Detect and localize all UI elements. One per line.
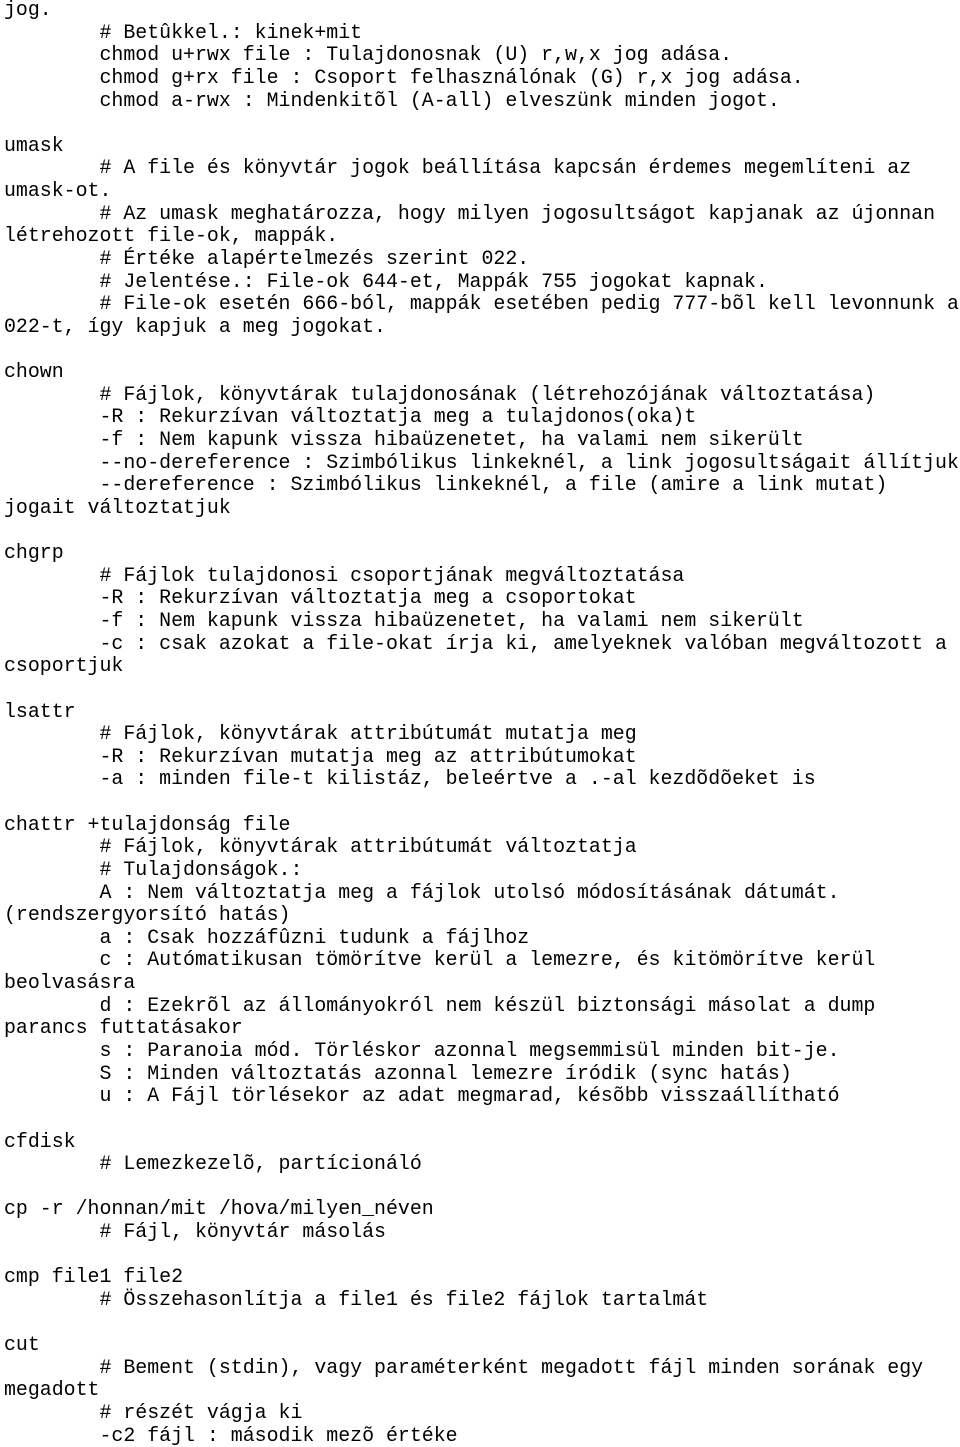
document-line: --dereference : Szimbólikus linkeknél, a file (amire a link mutat) [4,473,888,497]
document-line: # Lemezkezelõ, partícionáló [4,1152,422,1176]
document-line: (rendszergyorsító hatás) [4,903,291,927]
document-line: s : Paranoia mód. Törléskor azonnal megsemmisül minden bit-je. [4,1038,840,1062]
document-line: --no-dereference : Szimbólikus linkeknél, a link jogosultságait állítjuk [4,450,959,474]
document-line: # Fájlok tulajdonosi csoportjának megváltoztatása [4,563,685,587]
document-line: cp -r /honnan/mit /hova/milyen_néven [4,1197,434,1221]
document-line: parancs futtatásakor [4,1016,243,1040]
document-line: # Betûkkel.: kinek+mit [4,20,363,44]
document-line: beolvasásra [4,971,136,995]
document-line: cmp file1 file2 [4,1265,184,1289]
document-line: # Fájlok, könyvtárak tulajdonosának (létrehozójának változtatása) [4,382,876,406]
document-line: S : Minden változtatás azonnal lemezre íródik (sync hatás) [4,1061,792,1085]
document-line: 022-t, így kapjuk a meg jogokat. [4,314,386,338]
document-line: -c : csak azokat a file-okat írja ki, amelyeknek valóban megváltozott a [4,631,947,655]
document-line: # részét vágja ki [4,1401,303,1425]
document-line: -a : minden file-t kilistáz, beleértve a .-al kezdõdõeket is [4,767,816,791]
document-line: csoportjuk [4,654,124,678]
document-line: chown [4,360,64,384]
document-line: lsattr [4,699,76,723]
document-line: chattr +tulajdonság file [4,812,291,836]
document-line: # Tulajdonságok.: [4,857,303,881]
document-line: cfdisk [4,1129,76,1153]
document-line: chmod a-rwx : Mindenkitõl (A-all) elveszünk minden jogot. [4,88,780,112]
document-line: chgrp [4,541,64,565]
document-line: chmod u+rwx file : Tulajdonosnak (U) r,w,x jog adása. [4,43,733,67]
document-line: megadott [4,1378,100,1402]
document-line: -R : Rekurzívan mutatja meg az attribútumokat [4,744,637,768]
document-line: u : A Fájl törlésekor az adat megmarad, késõbb visszaállítható [4,1084,840,1108]
document-line: # Fájl, könyvtár másolás [4,1220,386,1244]
document-line: -R : Rekurzívan változtatja meg a csoportokat [4,586,637,610]
document-line: umask-ot. [4,179,112,203]
document-line: # Fájlok, könyvtárak attribútumát változtatja [4,835,637,859]
document-line: A : Nem változtatja meg a fájlok utolsó módosításának dátumát. [4,880,840,904]
document-line: # Az umask meghatározza, hogy milyen jogosultságot kapjanak az újonnan [4,201,936,225]
document-line: # File-ok esetén 666-ból, mappák esetében pedig 777-bõl kell levonnunk a [4,292,959,316]
document-line: jogait változtatjuk [4,495,231,519]
document-line: -f : Nem kapunk vissza hibaüzenetet, ha valami nem sikerült [4,427,804,451]
document-line: chmod g+rx file : Csoport felhasználónak (G) r,x jog adása. [4,65,804,89]
document-line: cut [4,1333,40,1357]
document-line: # Összehasonlítja a file1 és file2 fájlok tartalmát [4,1287,709,1311]
document-line: létrehozott file-ok, mappák. [4,224,339,248]
document-line: -c2 fájl : második mezõ értéke [4,1423,458,1447]
document-line: umask [4,133,64,157]
document-line: # Bement (stdin), vagy paraméterként megadott fájl minden sorának egy [4,1355,924,1379]
document-line: c : Autómatikusan tömörítve kerül a lemezre, és kitömörítve kerül [4,948,876,972]
document-line: d : Ezekrõl az állományokról nem készül biztonsági másolat a dump [4,993,876,1017]
document-line: jog. [4,0,52,21]
document-line: # A file és könyvtár jogok beállítása kapcsán érdemes megemlíteni az [4,156,912,180]
document-line: # Fájlok, könyvtárak attribútumát mutatja meg [4,722,637,746]
document-line: -R : Rekurzívan változtatja meg a tulajdonos(oka)t [4,405,697,429]
document-line: -f : Nem kapunk vissza hibaüzenetet, ha valami nem sikerült [4,609,804,632]
document-line: # Jelentése.: File-ok 644-et, Mappák 755 jogokat kapnak. [4,269,768,293]
document-line: # Értéke alapértelmezés szerint 022. [4,246,530,270]
document-line: a : Csak hozzáfûzni tudunk a fájlhoz [4,925,530,949]
